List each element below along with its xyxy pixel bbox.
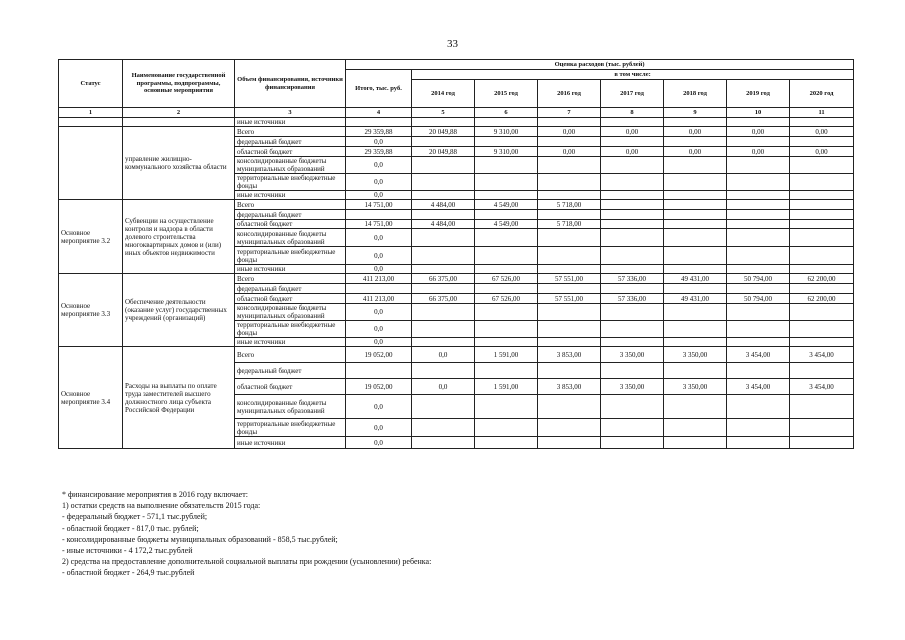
year-value-cell <box>412 174 475 191</box>
source-cell: иные источники <box>235 265 346 274</box>
year-value-cell: 57 336,00 <box>601 274 664 284</box>
source-cell: федеральный бюджет <box>235 284 346 294</box>
year-value-cell <box>664 157 727 174</box>
year-value-cell <box>601 321 664 338</box>
header-year: 2016 год <box>538 80 601 108</box>
year-value-cell <box>475 338 538 347</box>
year-value-cell <box>664 284 727 294</box>
year-value-cell <box>790 321 854 338</box>
year-value-cell <box>412 191 475 200</box>
header-column-number: 6 <box>475 108 538 118</box>
year-value-cell: 3 853,00 <box>538 347 601 363</box>
year-value-cell <box>475 229 538 247</box>
year-value-cell: 66 375,00 <box>412 294 475 304</box>
year-value-cell <box>664 321 727 338</box>
year-value-cell: 57 551,00 <box>538 274 601 284</box>
footnote-line: - областной бюджет - 817,0 тыс. рублей; <box>62 523 199 533</box>
year-value-cell <box>727 338 790 347</box>
table-row <box>59 118 854 127</box>
year-value-cell: 49 431,00 <box>664 294 727 304</box>
year-value-cell: 62 200,00 <box>790 294 854 304</box>
header-year: 2019 год <box>727 80 790 108</box>
year-value-cell <box>790 247 854 265</box>
year-value-cell <box>412 363 475 379</box>
year-value-cell <box>475 437 538 449</box>
year-value-cell <box>790 265 854 274</box>
year-value-cell <box>475 210 538 220</box>
total-cell: 0,0 <box>346 437 412 449</box>
year-value-cell <box>601 265 664 274</box>
total-cell <box>346 284 412 294</box>
source-cell: иные источники <box>235 437 346 449</box>
year-value-cell <box>790 229 854 247</box>
year-value-cell <box>601 157 664 174</box>
year-value-cell <box>601 210 664 220</box>
source-cell: Всего <box>235 274 346 284</box>
total-cell: 0,0 <box>346 338 412 347</box>
financing-table <box>58 59 854 449</box>
status-cell: Основное мероприятие 3.2 <box>59 200 123 274</box>
year-value-cell: 57 336,00 <box>601 294 664 304</box>
year-value-cell <box>412 229 475 247</box>
year-value-cell <box>412 247 475 265</box>
year-value-cell <box>538 174 601 191</box>
value-cell <box>727 118 790 127</box>
value-cell <box>790 118 854 127</box>
year-value-cell <box>790 191 854 200</box>
total-cell: 411 213,00 <box>346 294 412 304</box>
source-cell: иные источники <box>235 118 346 127</box>
year-value-cell <box>538 419 601 437</box>
name-cell: Обеспечение деятельности (оказание услуг) государственных учреждений (организаций) <box>123 274 235 347</box>
year-value-cell: 20 049,88 <box>412 127 475 137</box>
year-value-cell <box>538 321 601 338</box>
year-value-cell <box>475 137 538 147</box>
year-value-cell: 67 526,00 <box>475 294 538 304</box>
source-cell: областной бюджет <box>235 220 346 229</box>
year-value-cell <box>664 174 727 191</box>
year-value-cell <box>790 284 854 294</box>
year-value-cell <box>601 200 664 210</box>
value-cell <box>412 118 475 127</box>
year-value-cell: 0,00 <box>664 127 727 137</box>
year-value-cell <box>727 157 790 174</box>
table-row <box>59 127 854 137</box>
page-number: 33 <box>447 38 458 50</box>
year-value-cell <box>601 284 664 294</box>
footnotes <box>62 489 431 579</box>
value-cell <box>664 118 727 127</box>
year-value-cell: 5 718,00 <box>538 200 601 210</box>
header-total: Итого, тыс. руб. <box>346 70 412 108</box>
year-value-cell <box>538 247 601 265</box>
year-value-cell: 62 200,00 <box>790 274 854 284</box>
year-value-cell <box>475 363 538 379</box>
total-cell: 0,0 <box>346 157 412 174</box>
year-value-cell <box>664 210 727 220</box>
year-value-cell <box>727 437 790 449</box>
year-value-cell <box>727 265 790 274</box>
status-cell: Основное мероприятие 3.4 <box>59 347 123 449</box>
year-value-cell <box>601 191 664 200</box>
footnote-line: * финансирование мероприятия в 2016 году включает: <box>62 490 248 499</box>
source-cell: федеральный бюджет <box>235 363 346 379</box>
year-value-cell <box>727 395 790 419</box>
table-body <box>59 118 854 449</box>
table-row <box>59 200 854 210</box>
year-value-cell <box>790 137 854 147</box>
source-cell: иные источники <box>235 191 346 200</box>
year-value-cell: 3 350,00 <box>601 379 664 395</box>
header-status: Статус <box>59 60 123 108</box>
year-value-cell <box>727 247 790 265</box>
source-cell: Всего <box>235 127 346 137</box>
year-value-cell <box>538 137 601 147</box>
year-value-cell: 9 310,00 <box>475 147 538 157</box>
year-value-cell <box>601 338 664 347</box>
year-value-cell <box>538 191 601 200</box>
year-value-cell: 3 454,00 <box>727 379 790 395</box>
value-cell <box>538 118 601 127</box>
year-value-cell: 49 431,00 <box>664 274 727 284</box>
year-value-cell <box>412 210 475 220</box>
year-value-cell: 0,00 <box>601 127 664 137</box>
table-row <box>59 274 854 284</box>
year-value-cell: 67 526,00 <box>475 274 538 284</box>
header-year: 2017 год <box>601 80 664 108</box>
year-value-cell <box>412 419 475 437</box>
total-cell: 0,0 <box>346 419 412 437</box>
year-value-cell <box>790 419 854 437</box>
source-cell: консолидированные бюджеты муниципальных образований <box>235 157 346 174</box>
source-cell: Всего <box>235 200 346 210</box>
table-row <box>59 347 854 363</box>
year-value-cell <box>727 284 790 294</box>
year-value-cell: 0,00 <box>727 147 790 157</box>
year-value-cell <box>538 363 601 379</box>
year-value-cell <box>790 338 854 347</box>
name-cell: управление жилищно-коммунального хозяйства области <box>123 127 235 200</box>
year-value-cell: 0,0 <box>412 347 475 363</box>
total-cell: 14 751,00 <box>346 220 412 229</box>
year-value-cell <box>790 200 854 210</box>
year-value-cell <box>475 247 538 265</box>
year-value-cell <box>727 210 790 220</box>
year-value-cell: 0,00 <box>601 147 664 157</box>
total-cell: 0,0 <box>346 265 412 274</box>
year-value-cell <box>538 157 601 174</box>
year-value-cell <box>601 395 664 419</box>
year-value-cell: 4 549,00 <box>475 220 538 229</box>
year-value-cell <box>664 265 727 274</box>
year-value-cell <box>538 210 601 220</box>
source-cell: консолидированные бюджеты муниципальных образований <box>235 229 346 247</box>
total-cell: 411 213,00 <box>346 274 412 284</box>
year-value-cell <box>664 395 727 419</box>
header-sources: Объем финансирования, источники финансирования <box>235 60 346 108</box>
year-value-cell <box>475 265 538 274</box>
year-value-cell <box>412 304 475 321</box>
year-value-cell <box>664 363 727 379</box>
year-value-cell: 3 454,00 <box>790 347 854 363</box>
name-cell: Субвенции на осуществление контроля и надзора в области долевого строительства многоквартирных домов и (или) иных объектов недвижимости <box>123 200 235 274</box>
year-value-cell <box>475 304 538 321</box>
source-cell: федеральный бюджет <box>235 137 346 147</box>
header-column-number: 2 <box>123 108 235 118</box>
total-cell <box>346 210 412 220</box>
year-value-cell <box>790 437 854 449</box>
year-value-cell <box>412 265 475 274</box>
status-cell: Основное мероприятие 3.3 <box>59 274 123 347</box>
total-cell: 29 359,88 <box>346 147 412 157</box>
header-year: 2018 год <box>664 80 727 108</box>
total-cell: 19 052,00 <box>346 347 412 363</box>
year-value-cell <box>727 200 790 210</box>
year-value-cell: 3 454,00 <box>727 347 790 363</box>
year-value-cell <box>538 395 601 419</box>
year-value-cell <box>664 437 727 449</box>
value-cell <box>475 118 538 127</box>
total-cell: 29 359,88 <box>346 127 412 137</box>
year-value-cell <box>727 321 790 338</box>
year-value-cell <box>790 304 854 321</box>
value-cell <box>601 118 664 127</box>
year-value-cell <box>475 284 538 294</box>
year-value-cell <box>475 419 538 437</box>
total-cell: 0,0 <box>346 174 412 191</box>
year-value-cell: 0,00 <box>790 127 854 137</box>
year-value-cell: 4 549,00 <box>475 200 538 210</box>
year-value-cell: 1 591,00 <box>475 347 538 363</box>
total-cell: 0,0 <box>346 137 412 147</box>
year-value-cell <box>601 247 664 265</box>
year-value-cell <box>412 137 475 147</box>
header-year: 2014 год <box>412 80 475 108</box>
header-year: 2015 год <box>475 80 538 108</box>
year-value-cell: 0,00 <box>664 147 727 157</box>
header-estimate: Оценка расходов (тыс. рублей) <box>346 60 854 70</box>
year-value-cell <box>790 220 854 229</box>
year-value-cell <box>664 220 727 229</box>
year-value-cell <box>538 304 601 321</box>
header-column-number: 5 <box>412 108 475 118</box>
source-cell: федеральный бюджет <box>235 210 346 220</box>
year-value-cell <box>601 304 664 321</box>
total-cell: 0,0 <box>346 191 412 200</box>
year-value-cell <box>727 304 790 321</box>
year-value-cell <box>475 395 538 419</box>
year-value-cell: 4 484,00 <box>412 220 475 229</box>
year-value-cell <box>412 284 475 294</box>
year-value-cell <box>727 137 790 147</box>
year-value-cell <box>727 191 790 200</box>
header-column-number: 7 <box>538 108 601 118</box>
source-cell: территориальные внебюджетные фонды <box>235 321 346 338</box>
year-value-cell: 0,00 <box>790 147 854 157</box>
year-value-cell: 57 551,00 <box>538 294 601 304</box>
year-value-cell: 3 350,00 <box>601 347 664 363</box>
total-cell <box>346 363 412 379</box>
name-cell <box>123 118 235 127</box>
year-value-cell <box>727 220 790 229</box>
year-value-cell: 4 484,00 <box>412 200 475 210</box>
year-value-cell <box>727 419 790 437</box>
header-year: 2020 год <box>790 80 854 108</box>
total-cell: 0,0 <box>346 229 412 247</box>
status-cell <box>59 127 123 200</box>
value-cell <box>346 118 412 127</box>
total-cell: 19 052,00 <box>346 379 412 395</box>
header-column-number: 3 <box>235 108 346 118</box>
year-value-cell <box>475 321 538 338</box>
year-value-cell <box>412 321 475 338</box>
status-cell <box>59 118 123 127</box>
year-value-cell: 0,00 <box>538 147 601 157</box>
year-value-cell: 3 350,00 <box>664 379 727 395</box>
header-name: Наименование государственной программы, подпрограммы, основные мероприятия <box>123 60 235 108</box>
name-cell: Расходы на выплаты по оплате труда заместителей высшего должностного лица субъекта Российской Федерации <box>123 347 235 449</box>
year-value-cell: 1 591,00 <box>475 379 538 395</box>
year-value-cell <box>727 229 790 247</box>
header-column-number: 4 <box>346 108 412 118</box>
source-cell: территориальные внебюджетные фонды <box>235 174 346 191</box>
source-cell: областной бюджет <box>235 294 346 304</box>
footnote-line: 2) средства на предоставление дополнительной социальной выплаты при рождении (усыновлении) ребенка: <box>62 557 432 567</box>
header-column-number: 9 <box>664 108 727 118</box>
year-value-cell <box>601 137 664 147</box>
year-value-cell: 20 049,88 <box>412 147 475 157</box>
total-cell: 0,0 <box>346 321 412 338</box>
year-value-cell: 0,00 <box>538 127 601 137</box>
source-cell: консолидированные бюджеты муниципальных образований <box>235 304 346 321</box>
year-value-cell <box>664 200 727 210</box>
year-value-cell: 5 718,00 <box>538 220 601 229</box>
year-value-cell <box>601 229 664 247</box>
source-cell: Всего <box>235 347 346 363</box>
total-cell: 0,0 <box>346 247 412 265</box>
year-value-cell <box>601 419 664 437</box>
total-cell: 14 751,00 <box>346 200 412 210</box>
year-value-cell <box>664 338 727 347</box>
year-value-cell: 9 310,00 <box>475 127 538 137</box>
source-cell: территориальные внебюджетные фонды <box>235 419 346 437</box>
source-cell: территориальные внебюджетные фонды <box>235 247 346 265</box>
year-value-cell <box>664 137 727 147</box>
year-value-cell: 0,00 <box>727 127 790 137</box>
year-value-cell <box>664 419 727 437</box>
source-cell: консолидированные бюджеты муниципальных образований <box>235 395 346 419</box>
year-value-cell: 66 375,00 <box>412 274 475 284</box>
year-value-cell <box>538 338 601 347</box>
year-value-cell <box>601 363 664 379</box>
year-value-cell <box>475 174 538 191</box>
year-value-cell: 50 794,00 <box>727 274 790 284</box>
year-value-cell <box>538 229 601 247</box>
header-column-number: 1 <box>59 108 123 118</box>
source-cell: иные источники <box>235 338 346 347</box>
footnote-line: - консолидированные бюджеты муниципальных образований - 858,5 тыс.рублей; <box>62 534 338 544</box>
year-value-cell <box>475 191 538 200</box>
year-value-cell <box>790 210 854 220</box>
total-cell: 0,0 <box>346 304 412 321</box>
year-value-cell: 3 454,00 <box>790 379 854 395</box>
year-value-cell <box>475 157 538 174</box>
year-value-cell <box>412 437 475 449</box>
year-value-cell <box>664 247 727 265</box>
total-cell: 0,0 <box>346 395 412 419</box>
header-column-number: 8 <box>601 108 664 118</box>
footnote-line: - областной бюджет - 264,9 тыс.рублей <box>62 568 195 578</box>
year-value-cell <box>790 157 854 174</box>
year-value-cell <box>538 284 601 294</box>
year-value-cell <box>790 395 854 419</box>
year-value-cell <box>412 338 475 347</box>
header-including: в том числе: <box>412 70 854 80</box>
year-value-cell <box>601 174 664 191</box>
year-value-cell: 0,0 <box>412 379 475 395</box>
year-value-cell <box>538 265 601 274</box>
year-value-cell <box>601 220 664 229</box>
year-value-cell: 3 853,00 <box>538 379 601 395</box>
source-cell: областной бюджет <box>235 379 346 395</box>
year-value-cell <box>601 437 664 449</box>
footnote-line: 1) остатки средств на выполнение обязательств 2015 года: <box>62 501 261 511</box>
year-value-cell <box>727 174 790 191</box>
year-value-cell <box>664 304 727 321</box>
source-cell: областной бюджет <box>235 147 346 157</box>
footnote-line: - иные источники - 4 172,2 тыс.рублей <box>62 546 193 556</box>
year-value-cell <box>727 363 790 379</box>
year-value-cell <box>790 363 854 379</box>
header-column-number: 10 <box>727 108 790 118</box>
year-value-cell <box>664 229 727 247</box>
year-value-cell: 3 350,00 <box>664 347 727 363</box>
year-value-cell: 50 794,00 <box>727 294 790 304</box>
table-header <box>59 60 854 118</box>
year-value-cell <box>664 191 727 200</box>
year-value-cell <box>412 157 475 174</box>
footnote-line: - федеральный бюджет - 571,1 тыс.рублей; <box>62 512 208 522</box>
year-value-cell <box>412 395 475 419</box>
year-value-cell <box>790 174 854 191</box>
header-column-number: 11 <box>790 108 854 118</box>
year-value-cell <box>538 437 601 449</box>
